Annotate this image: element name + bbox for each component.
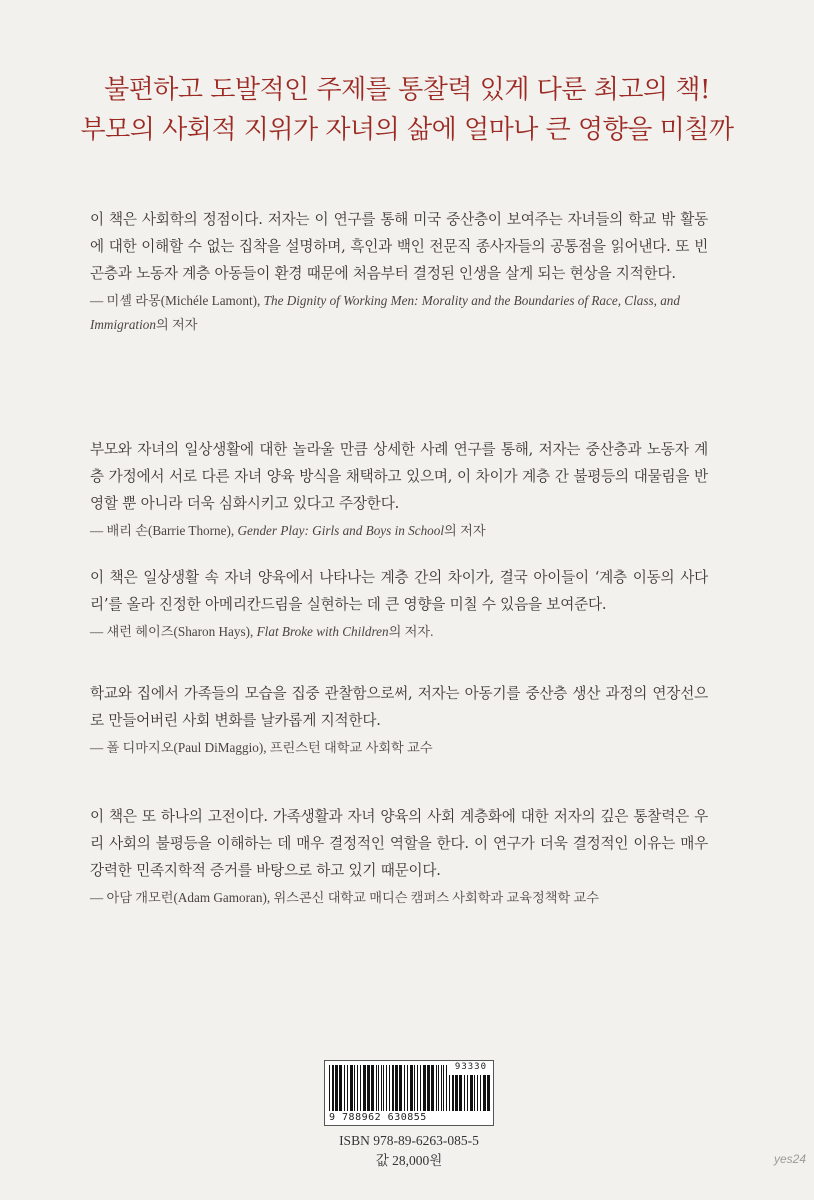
- barcode-bar: [335, 1065, 338, 1111]
- review-4: [90, 680, 708, 760]
- barcode-bar: [386, 1065, 387, 1111]
- review-work-title: Gender Play: Girls and Boys in School: [237, 523, 445, 538]
- barcode-bar: [474, 1075, 475, 1111]
- barcode-bar: [354, 1065, 355, 1111]
- review-attribution: [90, 620, 708, 644]
- barcode-bar: [436, 1065, 437, 1111]
- review-attribution: [90, 886, 708, 910]
- review-2: [90, 436, 708, 543]
- barcode-bar: [483, 1075, 486, 1111]
- barcode-bar: [414, 1065, 415, 1111]
- barcode-bar: [441, 1065, 442, 1111]
- review-body: 이 책은 또 하나의 고전이다. 가족생활과 자녀 양육의 사회 계층화에 대한 저자의 깊은 통찰력은 우리 사회의 불평등을 이해하는 데 매우 결정적인 역할을 한다. 이 연구가 더욱 결정적인 이유는 매우 강력한 민족지학적 증거를 바탕으로 하고 있기 때문이다.: [90, 808, 708, 879]
- review-author: — 미셸 라몽(Michéle Lamont),: [90, 293, 261, 308]
- barcode-bar: [449, 1075, 450, 1111]
- headline: [0, 70, 814, 150]
- barcode-bar: [407, 1065, 408, 1111]
- review-attribution: [90, 736, 708, 760]
- barcode-bar: [477, 1075, 478, 1111]
- barcode-bar: [350, 1065, 353, 1111]
- barcode-bar: [410, 1065, 413, 1111]
- barcode-bar: [427, 1065, 430, 1111]
- review-author: — 배리 손(Barrie Thorne),: [90, 523, 235, 538]
- barcode-bar: [487, 1075, 490, 1111]
- barcode-bar: [329, 1065, 330, 1111]
- barcode-bar: [360, 1065, 361, 1111]
- barcode-bar: [431, 1065, 434, 1111]
- review-suffix: 의 저자: [444, 523, 486, 538]
- review-author: — 폴 디마지오(Paul DiMaggio), 프린스턴 대학교 사회학 교수: [90, 740, 433, 755]
- review-attribution: [90, 289, 708, 337]
- isbn-barcode-block: [324, 1060, 494, 1171]
- barcode-bar: [459, 1075, 462, 1111]
- headline-line-2: 부모의 사회적 지위가 자녀의 삶에 얼마나 큰 영향을 미칠까: [80, 115, 734, 145]
- barcode-bar: [446, 1065, 447, 1111]
- barcode-bar: [438, 1065, 439, 1111]
- barcode-bar: [378, 1065, 379, 1111]
- headline-line-1: 불편하고 도발적인 주제를 통찰력 있게 다룬 최고의 책!: [104, 75, 710, 105]
- barcode-bar: [332, 1065, 334, 1111]
- barcode-bar: [376, 1065, 377, 1111]
- barcode-bar: [383, 1065, 384, 1111]
- barcode-ean-number: 9 788962 630855: [329, 1112, 427, 1123]
- review-5: [90, 803, 708, 910]
- review-author: — 아담 개모런(Adam Gamoran), 위스콘신 대학교 매디슨 캠퍼스 사회학과 교육정책학 교수: [90, 890, 599, 905]
- barcode-bar: [389, 1065, 390, 1111]
- barcode-bar: [371, 1065, 374, 1111]
- barcode-bar: [417, 1065, 418, 1111]
- barcode-bar: [470, 1075, 473, 1111]
- isbn-text: ISBN 978-89-6263-085-5: [339, 1133, 479, 1148]
- review-suffix: 의 저자.: [388, 624, 434, 639]
- barcode-bar: [464, 1075, 465, 1111]
- review-body: 이 책은 일상생활 속 자녀 양육에서 나타나는 계층 간의 차이가, 결국 아이들이 ‘계층 이동의 사다리’를 올라 진정한 아메리칸드림을 실현하는 데 큰 영향을 미칠 수 있음을 보여준다.: [90, 569, 708, 613]
- review-body: 학교와 집에서 가족들의 모습을 집중 관찰함으로써, 저자는 아동기를 중산층 생산 과정의 연장선으로 만들어버린 사회 변화를 날카롭게 지적한다.: [90, 685, 708, 729]
- barcode-bar: [363, 1065, 366, 1111]
- barcode-bar: [344, 1065, 345, 1111]
- review-1: [90, 206, 708, 337]
- barcode-bar: [404, 1065, 405, 1111]
- barcode-bar: [420, 1065, 421, 1111]
- barcode-bar: [467, 1075, 468, 1111]
- barcode-bar: [455, 1075, 458, 1111]
- review-suffix: 의 저자: [155, 317, 198, 332]
- review-body: 부모와 자녀의 일상생활에 대한 놀라울 만큼 상세한 사례 연구를 통해, 저자는 중산층과 노동자 계층 가정에서 서로 다른 자녀 양육 방식을 채택하고 있으며, 이 차이가 계층 간 불평등의 대물림을 반영할 뿐 아니라 더욱 심화시키고 있다고 주장한다.: [90, 441, 708, 512]
- review-author: — 섀런 헤이즈(Sharon Hays),: [90, 624, 254, 639]
- review-attribution: [90, 519, 708, 543]
- barcode-bar: [452, 1075, 454, 1111]
- barcode-bar: [357, 1065, 358, 1111]
- price-text: 값 28,000원: [375, 1153, 443, 1168]
- barcode-bar: [399, 1065, 402, 1111]
- barcode-bar: [367, 1065, 370, 1111]
- review-body: 이 책은 사회학의 정점이다. 저자는 이 연구를 통해 미국 중산층이 보여주는 자녀들의 학교 밖 활동에 대한 이해할 수 없는 집착을 설명하며, 흑인과 백인 전문직 종사자들의 공통점을 읽어낸다. 또 빈곤층과 노동자 계층 아동들이 환경 때문에 처음부터 결정된 인생을 살게 되는 현상을 지적한다.: [90, 211, 708, 282]
- barcode-bar: [392, 1065, 394, 1111]
- barcode: [324, 1060, 494, 1126]
- barcode-bar: [395, 1065, 398, 1111]
- watermark-logo: yes24: [773, 1152, 806, 1166]
- barcode-addon-number: 93330: [454, 1062, 487, 1072]
- review-work-title: Flat Broke with Children: [256, 624, 389, 639]
- barcode-bar: [480, 1075, 481, 1111]
- barcode-bar: [339, 1065, 342, 1111]
- barcode-bar: [347, 1065, 348, 1111]
- review-work-title: The Dignity of Working Men: Morality and the Boundaries of Race, Class, and Immigration: [90, 293, 680, 332]
- review-3: [90, 564, 708, 644]
- barcode-bar: [443, 1065, 444, 1111]
- barcode-bar: [381, 1065, 382, 1111]
- barcode-bar: [423, 1065, 426, 1111]
